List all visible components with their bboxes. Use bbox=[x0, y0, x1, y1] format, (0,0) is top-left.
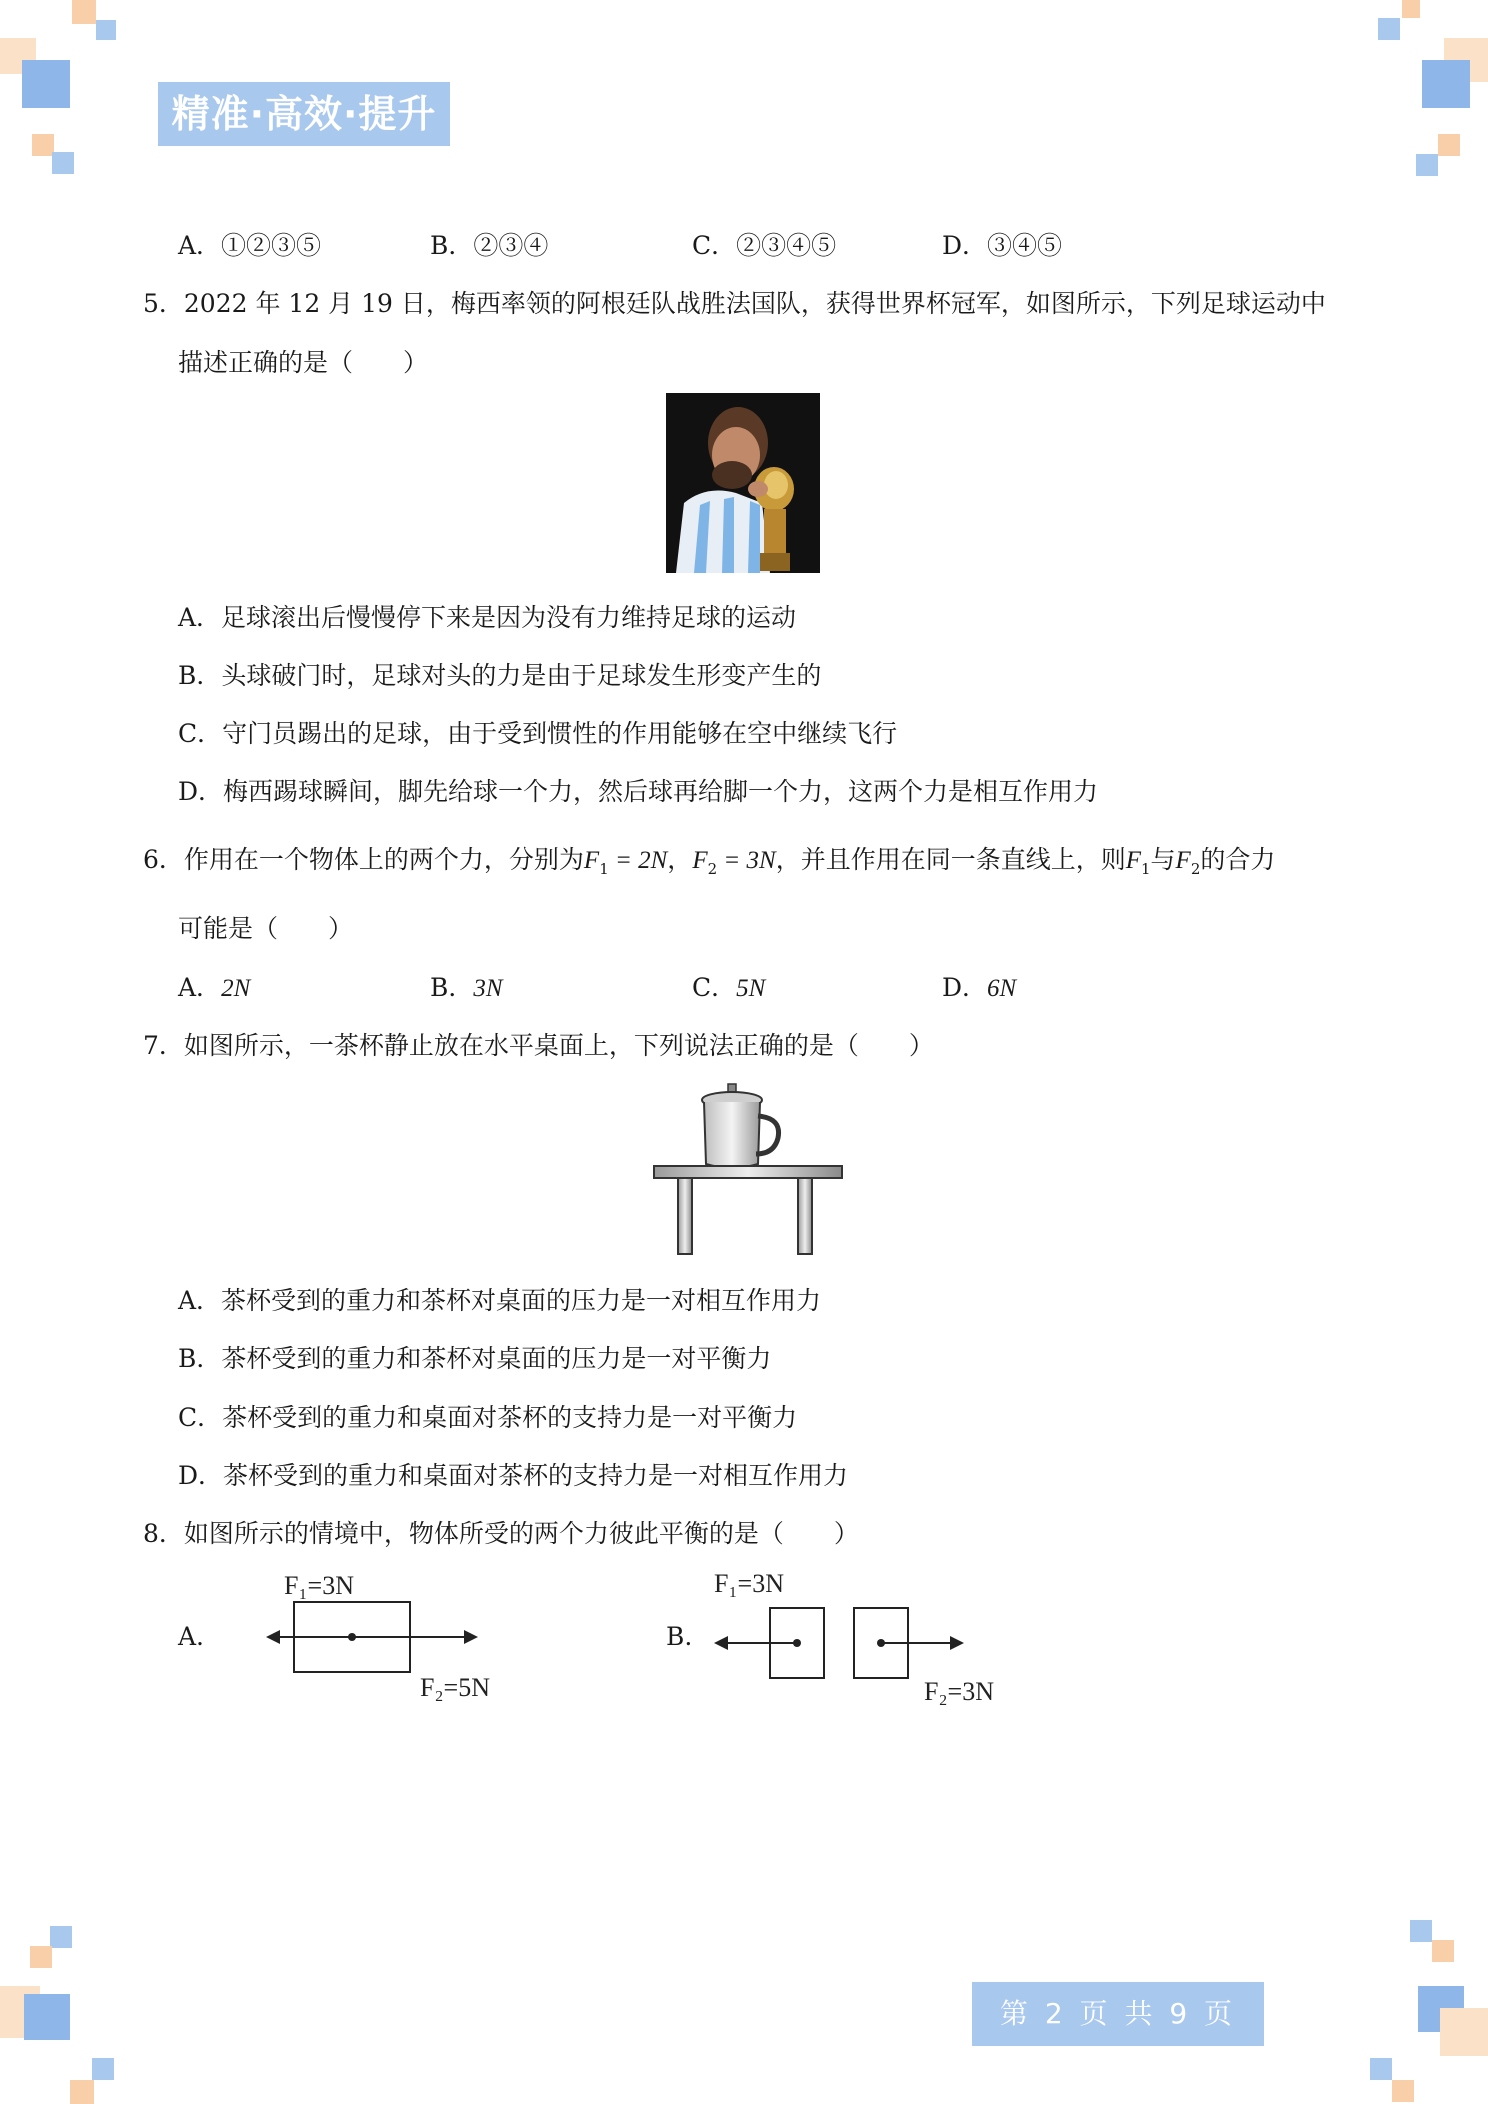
q6-option-d-letter: D． bbox=[942, 973, 988, 1002]
q8-a-f1-label: F₁=3N bbox=[284, 1571, 354, 1600]
q6-option-b-value: 3N bbox=[473, 975, 503, 1002]
q8-stem: 8．如图所示的情境中，物体所受的两个力彼此平衡的是（ ） bbox=[143, 1519, 859, 1548]
q8-b-f1-label: F₁=3N bbox=[714, 1569, 784, 1598]
q5-option-d: D．梅西踢球瞬间，脚先给球一个力，然后球再给脚一个力，这两个力是相互作用力 bbox=[178, 777, 1099, 806]
q6-option-b bbox=[430, 968, 503, 1004]
q6-f2-value: = 3N bbox=[717, 847, 776, 874]
messi-trophy-photo bbox=[666, 393, 820, 573]
q7-stem: 7．如图所示，一茶杯静止放在水平桌面上，下列说法正确的是（ ） bbox=[143, 1031, 934, 1060]
q6-f1b-subscript: 1 bbox=[1140, 860, 1151, 878]
q5-stem-line1: 5．2022 年 12 月 19 日，梅西率领的阿根廷队战胜法国队，获得世界杯冠军，如图所示，下列足球运动中 bbox=[143, 289, 1326, 318]
teacup-on-table-figure bbox=[650, 1080, 846, 1260]
q6-f2-subscript: 2 bbox=[707, 860, 718, 878]
page-number-badge: 第 2 页 共 9 页 bbox=[972, 1982, 1264, 2046]
q6-suffix: 的合力 bbox=[1200, 845, 1276, 874]
q6-f1-subscript: 1 bbox=[599, 860, 609, 878]
q6-option-d-value: 6N bbox=[987, 975, 1017, 1002]
q8-a-f2-label: F₂=5N bbox=[420, 1673, 490, 1702]
q5-option-b: B．头球破门时，足球对头的力是由于足球发生形变产生的 bbox=[178, 661, 822, 690]
q6-f1-symbol: F bbox=[583, 847, 600, 874]
q7-option-a: A．茶杯受到的重力和茶杯对桌面的压力是一对相互作用力 bbox=[178, 1286, 822, 1315]
q6-option-a bbox=[178, 968, 250, 1004]
q8-option-b-label: B. bbox=[666, 1622, 693, 1651]
q8-b-f2-label: F₂=3N bbox=[924, 1677, 994, 1706]
q6-option-b-letter: B． bbox=[430, 973, 474, 1002]
q6-f1-value: = 2N bbox=[608, 847, 668, 874]
q6-f2b-subscript: 2 bbox=[1190, 860, 1201, 878]
photo-illustration bbox=[666, 393, 820, 573]
q4-option-d: D．③④⑤ bbox=[942, 231, 1063, 260]
q7-option-d: D．茶杯受到的重力和桌面对茶杯的支持力是一对相互作用力 bbox=[178, 1461, 849, 1490]
q6-separator: ， bbox=[667, 845, 693, 874]
q6-stem-line2: 可能是（ ） bbox=[178, 914, 354, 943]
q5-option-a: A．足球滚出后慢慢停下来是因为没有力维持足球的运动 bbox=[178, 603, 797, 632]
q4-option-a: A．①②③⑤ bbox=[178, 231, 322, 260]
q7-option-b: B．茶杯受到的重力和茶杯对桌面的压力是一对平衡力 bbox=[178, 1344, 772, 1373]
q4-option-c: C．②③④⑤ bbox=[692, 231, 837, 260]
q6-f2-symbol: F bbox=[692, 847, 708, 874]
q6-option-c-letter: C． bbox=[692, 973, 737, 1002]
header-badge: 精准·高效·提升 bbox=[158, 82, 450, 146]
q7-option-c: C．茶杯受到的重力和桌面对茶杯的支持力是一对平衡力 bbox=[178, 1403, 798, 1432]
q6-with: 与 bbox=[1150, 845, 1176, 874]
q6-option-a-value: 2N bbox=[221, 975, 251, 1002]
q6-option-a-letter: A． bbox=[178, 973, 222, 1002]
q6-middle-text: ，并且作用在同一条直线上，则 bbox=[775, 845, 1126, 874]
q5-stem-line2: 描述正确的是（ ） bbox=[178, 348, 429, 377]
q6-f1b-symbol: F bbox=[1125, 847, 1141, 874]
q8-diagram-a bbox=[260, 1566, 520, 1706]
q6-option-d bbox=[942, 968, 1016, 1004]
q6-f2b-symbol: F bbox=[1175, 847, 1191, 874]
q8-option-a-label: A. bbox=[178, 1622, 205, 1651]
q6-option-c-value: 5N bbox=[736, 975, 766, 1002]
q8-diagram-b bbox=[710, 1564, 1030, 1708]
q5-option-c: C．守门员踢出的足球，由于受到惯性的作用能够在空中继续飞行 bbox=[178, 719, 898, 748]
q4-option-b: B．②③④ bbox=[430, 231, 549, 260]
q6-stem-line1 bbox=[143, 840, 1275, 878]
q6-prefix: 6．作用在一个物体上的两个力，分别为 bbox=[143, 845, 584, 874]
q6-option-c bbox=[692, 968, 765, 1004]
